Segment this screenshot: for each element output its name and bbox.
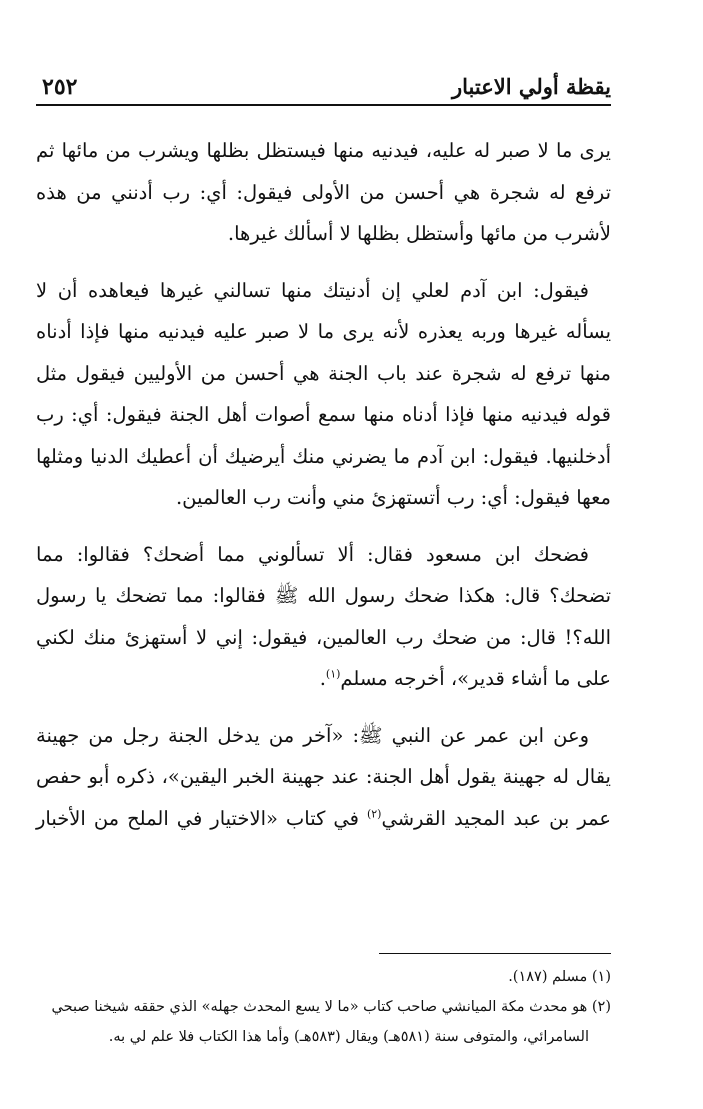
paragraph-4	[36, 715, 611, 840]
paragraph-2-text: فيقول: ابن آدم لعلي إن أدنيتك منها تسالني غيرها فيعاهده أن لا يسأله غيرها وربه يعذره لأنه يرى ما لا صبر عليه فيدنيه منها فإذا أدناه منها ترفع له شجرة عند باب الجنة هي أحسن من الأوليين فيقول مثل قوله فيدنيه منها فإذا أدناه منها سمع أصوات أهل الجنة فيقول: أي: رب أدخلنيها. فيقول: ابن آدم ما يضرني منك أيرضيك أن أعطيك الدنيا ومثلها معها فيقول: أي: رب أتستهزئ مني وأنت رب العالمين.	[36, 278, 611, 509]
header-divider	[36, 104, 611, 106]
paragraph-3-text: فضحك ابن مسعود فقال: ألا تسألوني مما أضحك؟ فقالوا: مما تضحك؟ قال: هكذا ضحك رسول الله ﷺ فقالوا: مما تضحك يا رسول الله؟! قال: من ضحك رب العالمين، فيقول: إني لا أستهزئ منك لكني على ما أشاء قدير»، أخرجه مسلم	[36, 542, 611, 690]
paragraph-2	[36, 270, 611, 519]
paragraph-3: فضحك ابن مسعود فقال: ألا تسألوني مما أضحك؟ فقالوا: مما تضحك؟ قال: هكذا ضحك رسول الله ﷺ فقالوا: مما تضحك يا رسول الله؟! قال: من ضحك رب العالمين، فيقول: إني لا أستهزئ منك لكني على ما أشاء قدير»، أخرجه مسلم$^{(١)}$.	[36, 542, 611, 690]
footnote-divider	[379, 953, 611, 954]
paragraph-4-text: وعن ابن عمر عن النبي ﷺ: «آخر من يدخل الجنة رجل من جهينة يقال له جهينة يقول أهل الجنة: عند جهينة الخبر اليقين»، ذكره أبو حفص عمر بن عبد المجيد القرشي	[36, 723, 611, 830]
footnote-2: (٢) هو محدث مكة الميانشي صاحب كتاب «ما لا يسع المحدث جهله» الذي حققه شيخنا صبحي	[51, 999, 611, 1015]
paragraph-1	[36, 130, 611, 255]
page-number: ٢٥٢	[42, 74, 78, 100]
footnote-ref-1: (١)	[325, 667, 341, 681]
paragraph-1-text: يرى ما لا صبر له عليه، فيدنيه منها فيستظل بظلها ويشرب من مائها ثم ترفع له شجرة هي أحسن من الأولى فيقول: أي: رب أدنني من هذه لأشرب من مائها وأستظل بظلها لا أسألك غيرها.	[36, 139, 611, 245]
footnotes	[44, 962, 611, 1052]
book-title: يقظة أولي الاعتبار	[451, 74, 611, 99]
footnote-1: (١) مسلم (١٨٧).	[508, 969, 611, 985]
paragraph-4-text-cont: في كتاب «الاختيار في الملح من الأخبار	[36, 806, 367, 830]
footnote-ref-2: (٢)	[366, 807, 382, 820]
footnote-2-continued: السامرائي، والمتوفى سنة (٥٨١هـ) ويقال (٥٨٣هـ) وأما هذا الكتاب فلا علم لي به.	[108, 1029, 589, 1045]
main-text	[36, 130, 611, 854]
running-header	[36, 72, 611, 104]
